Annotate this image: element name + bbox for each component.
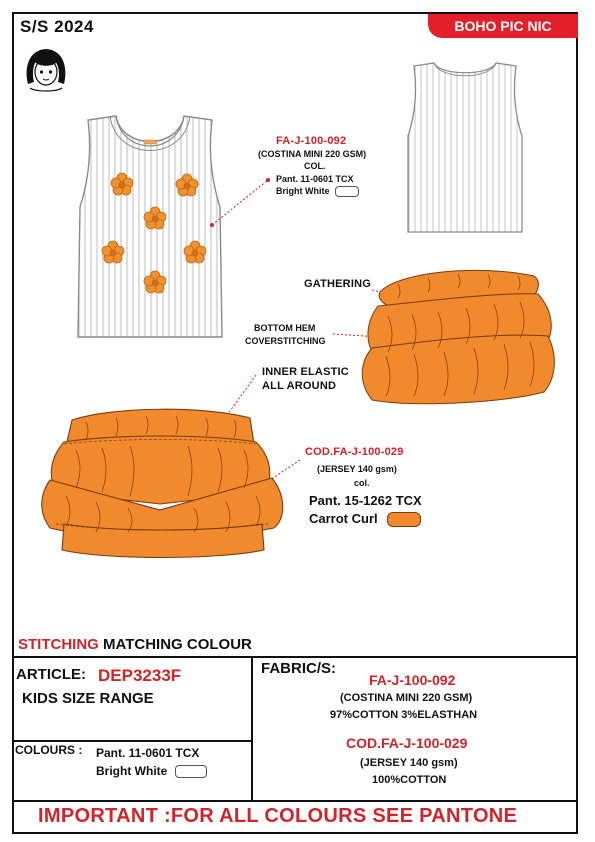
skirt-color-name: Carrot Curl <box>309 511 378 526</box>
fabric-2-desc: (JERSEY 140 gsm) <box>360 757 458 769</box>
colours-color-row <box>96 764 207 778</box>
stitching-value: MATCHING COLOUR <box>103 636 252 653</box>
top-col-label: COL. <box>304 161 326 171</box>
top-pantone: Pant. 11-0601 TCX <box>276 174 354 184</box>
skirt-color-row <box>309 511 421 527</box>
inner-elastic-label-2: ALL AROUND <box>262 380 337 392</box>
gathering-label: GATHERING <box>304 278 371 290</box>
skirt-fabric-code: COD.FA-J-100-029 <box>305 446 404 458</box>
skirt-fabric-desc: (JERSEY 140 gsm) <box>317 464 397 474</box>
article-label: ARTICLE: <box>16 666 86 683</box>
fabric-1-code: FA-J-100-092 <box>369 672 456 688</box>
colours-label: COLOURS : <box>15 743 83 757</box>
fabric-2-composition: 100%COTTON <box>372 774 447 786</box>
fabric-2-code: COD.FA-J-100-029 <box>346 735 468 751</box>
bottom-hem-label-1: BOTTOM HEM <box>254 323 316 333</box>
fabric-1-desc: (COSTINA MINI 220 GSM) <box>340 692 473 704</box>
fabric-1-composition: 97%COTTON 3%ELASTHAN <box>330 709 478 721</box>
top-fabric-desc: (COSTINA MINI 220 GSM) <box>258 149 367 159</box>
footer-divider <box>12 800 578 802</box>
panel-divider-horizontal <box>12 740 253 742</box>
skirt-pantone: Pant. 15-1262 TCX <box>309 493 422 508</box>
footer-notice: IMPORTANT :FOR ALL COLOURS SEE PANTONE <box>38 805 518 827</box>
skirt-front-sketch <box>36 400 284 566</box>
carrot-curl-swatch <box>387 512 421 527</box>
colours-color-name: Bright White <box>96 764 168 778</box>
skirt-side-sketch <box>358 262 558 410</box>
top-color-row <box>276 186 359 197</box>
bright-white-swatch <box>335 186 359 197</box>
season-label: S/S 2024 <box>20 17 94 36</box>
skirt-col-label: col. <box>354 478 370 488</box>
spec-panel <box>12 656 578 804</box>
collection-tag: BOHO PIC NIC <box>428 14 578 38</box>
article-code: DEP3233F <box>98 666 182 685</box>
top-color-name: Bright White <box>276 186 330 196</box>
colours-swatch <box>175 765 207 778</box>
top-fabric-code: FA-J-100-092 <box>276 135 347 147</box>
bottom-hem-label-2: COVERSTITCHING <box>245 336 326 346</box>
stitching-label: STITCHING <box>18 636 99 653</box>
inner-elastic-label-1: INNER ELASTIC <box>262 366 349 378</box>
panel-divider-vertical <box>251 656 253 802</box>
size-range: KIDS SIZE RANGE <box>22 690 154 707</box>
colours-pantone: Pant. 11-0601 TCX <box>96 746 200 760</box>
fabrics-label: FABRIC/S: <box>261 660 336 677</box>
stitching-row <box>18 636 252 653</box>
